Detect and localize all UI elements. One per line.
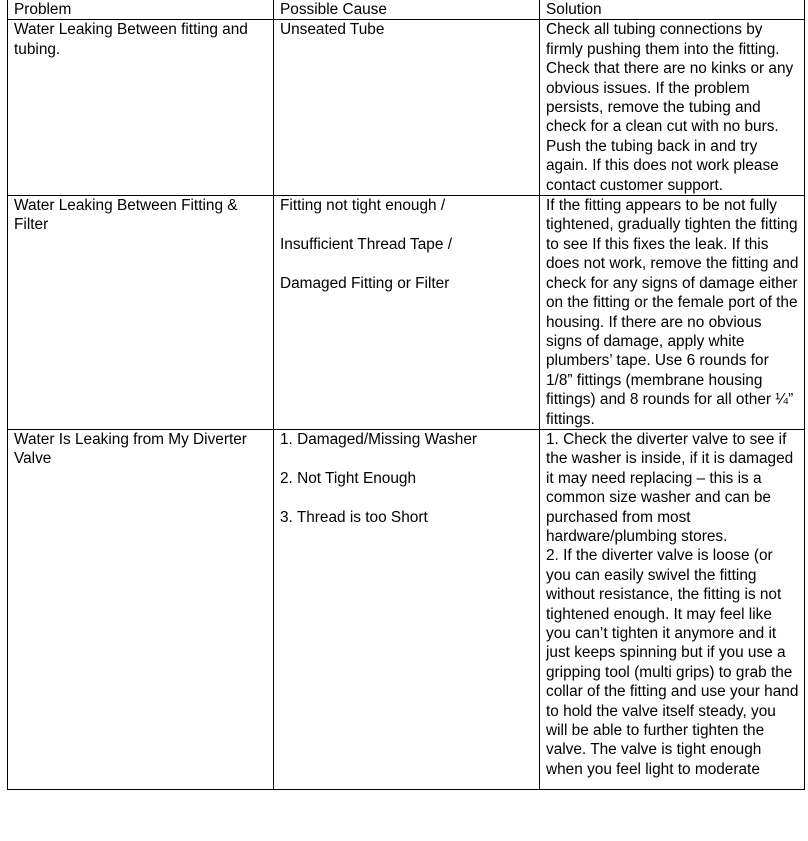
cause-cell bbox=[274, 20, 540, 196]
cause-text: 3. Thread is too Short bbox=[280, 508, 428, 526]
table-row bbox=[8, 20, 805, 196]
solution-text: Check all tubing connections by firmly pushing them into the fitting. Check that there are no kinks or any obvious issues. If the problem persists, remove the tubing and check for a clean cut with no burs. Push the tubing back in and try again. If this does not work please contact customer support. bbox=[546, 21, 794, 194]
problem-text: Water Leaking Between fitting and tubing. bbox=[14, 21, 248, 58]
cause-text: 1. Damaged/Missing Washer bbox=[280, 430, 478, 448]
cause-text: 2. Not Tight Enough bbox=[280, 469, 417, 487]
solution-text: 2. If the diverter valve is loose (or you can easily swivel the fitting without resistance, the fitting is not tightened enough. It may feel like you can’t tighten it anymore and it just keeps spinning but if you use a gripping tool (multi grips) to grab the collar of the fitting and use your hand to hold the valve itself steady, you will be able to further tighten the valve. The valve is tight enough when you feel light to moderate bbox=[546, 547, 799, 778]
header-possible-cause: Possible Cause bbox=[274, 0, 540, 20]
table-row bbox=[8, 196, 805, 430]
solution-cell bbox=[540, 429, 805, 789]
problem-cell bbox=[8, 20, 274, 196]
cause-cell bbox=[274, 429, 540, 789]
row-continuation bbox=[546, 779, 799, 789]
solution-text: 1. Check the diverter valve to see if the washer is inside, if it is damaged it may need replacing – this is a common size washer and can be purchased from most hardware/plumbing stores. bbox=[546, 430, 794, 545]
problem-text: Water Leaking Between Fitting & Filter bbox=[14, 197, 238, 234]
problem-cell bbox=[8, 196, 274, 430]
cause-text: Unseated Tube bbox=[280, 21, 385, 39]
table-row bbox=[8, 429, 805, 789]
header-problem: Problem bbox=[8, 0, 274, 20]
problem-text: Water Is Leaking from My Diverter Valve bbox=[14, 430, 247, 468]
cause-text: Insufficient Thread Tape / bbox=[280, 235, 452, 253]
header-solution: Solution bbox=[540, 0, 805, 20]
solution-cell bbox=[540, 20, 805, 196]
cause-text: Fitting not tight enough / bbox=[280, 197, 446, 215]
solution-text: If the fitting appears to be not fully tightened, gradually tighten the fitting to see If this fixes the leak. If this does not work, remove the fitting and check for any signs of damage either on the fitting or the female port of the housing. If there are no obvious signs of damage, apply white plumbers’ tape. Use 6 rounds for 1/8” fittings (membrane housing fittings) and 8 rounds for all other ¼” fittings. bbox=[546, 197, 799, 428]
troubleshooting-table bbox=[7, 0, 805, 790]
cause-text: Damaged Fitting or Filter bbox=[280, 274, 450, 292]
header-row bbox=[8, 0, 805, 20]
problem-cell bbox=[8, 429, 274, 789]
cause-cell bbox=[274, 196, 540, 430]
solution-cell bbox=[540, 196, 805, 430]
